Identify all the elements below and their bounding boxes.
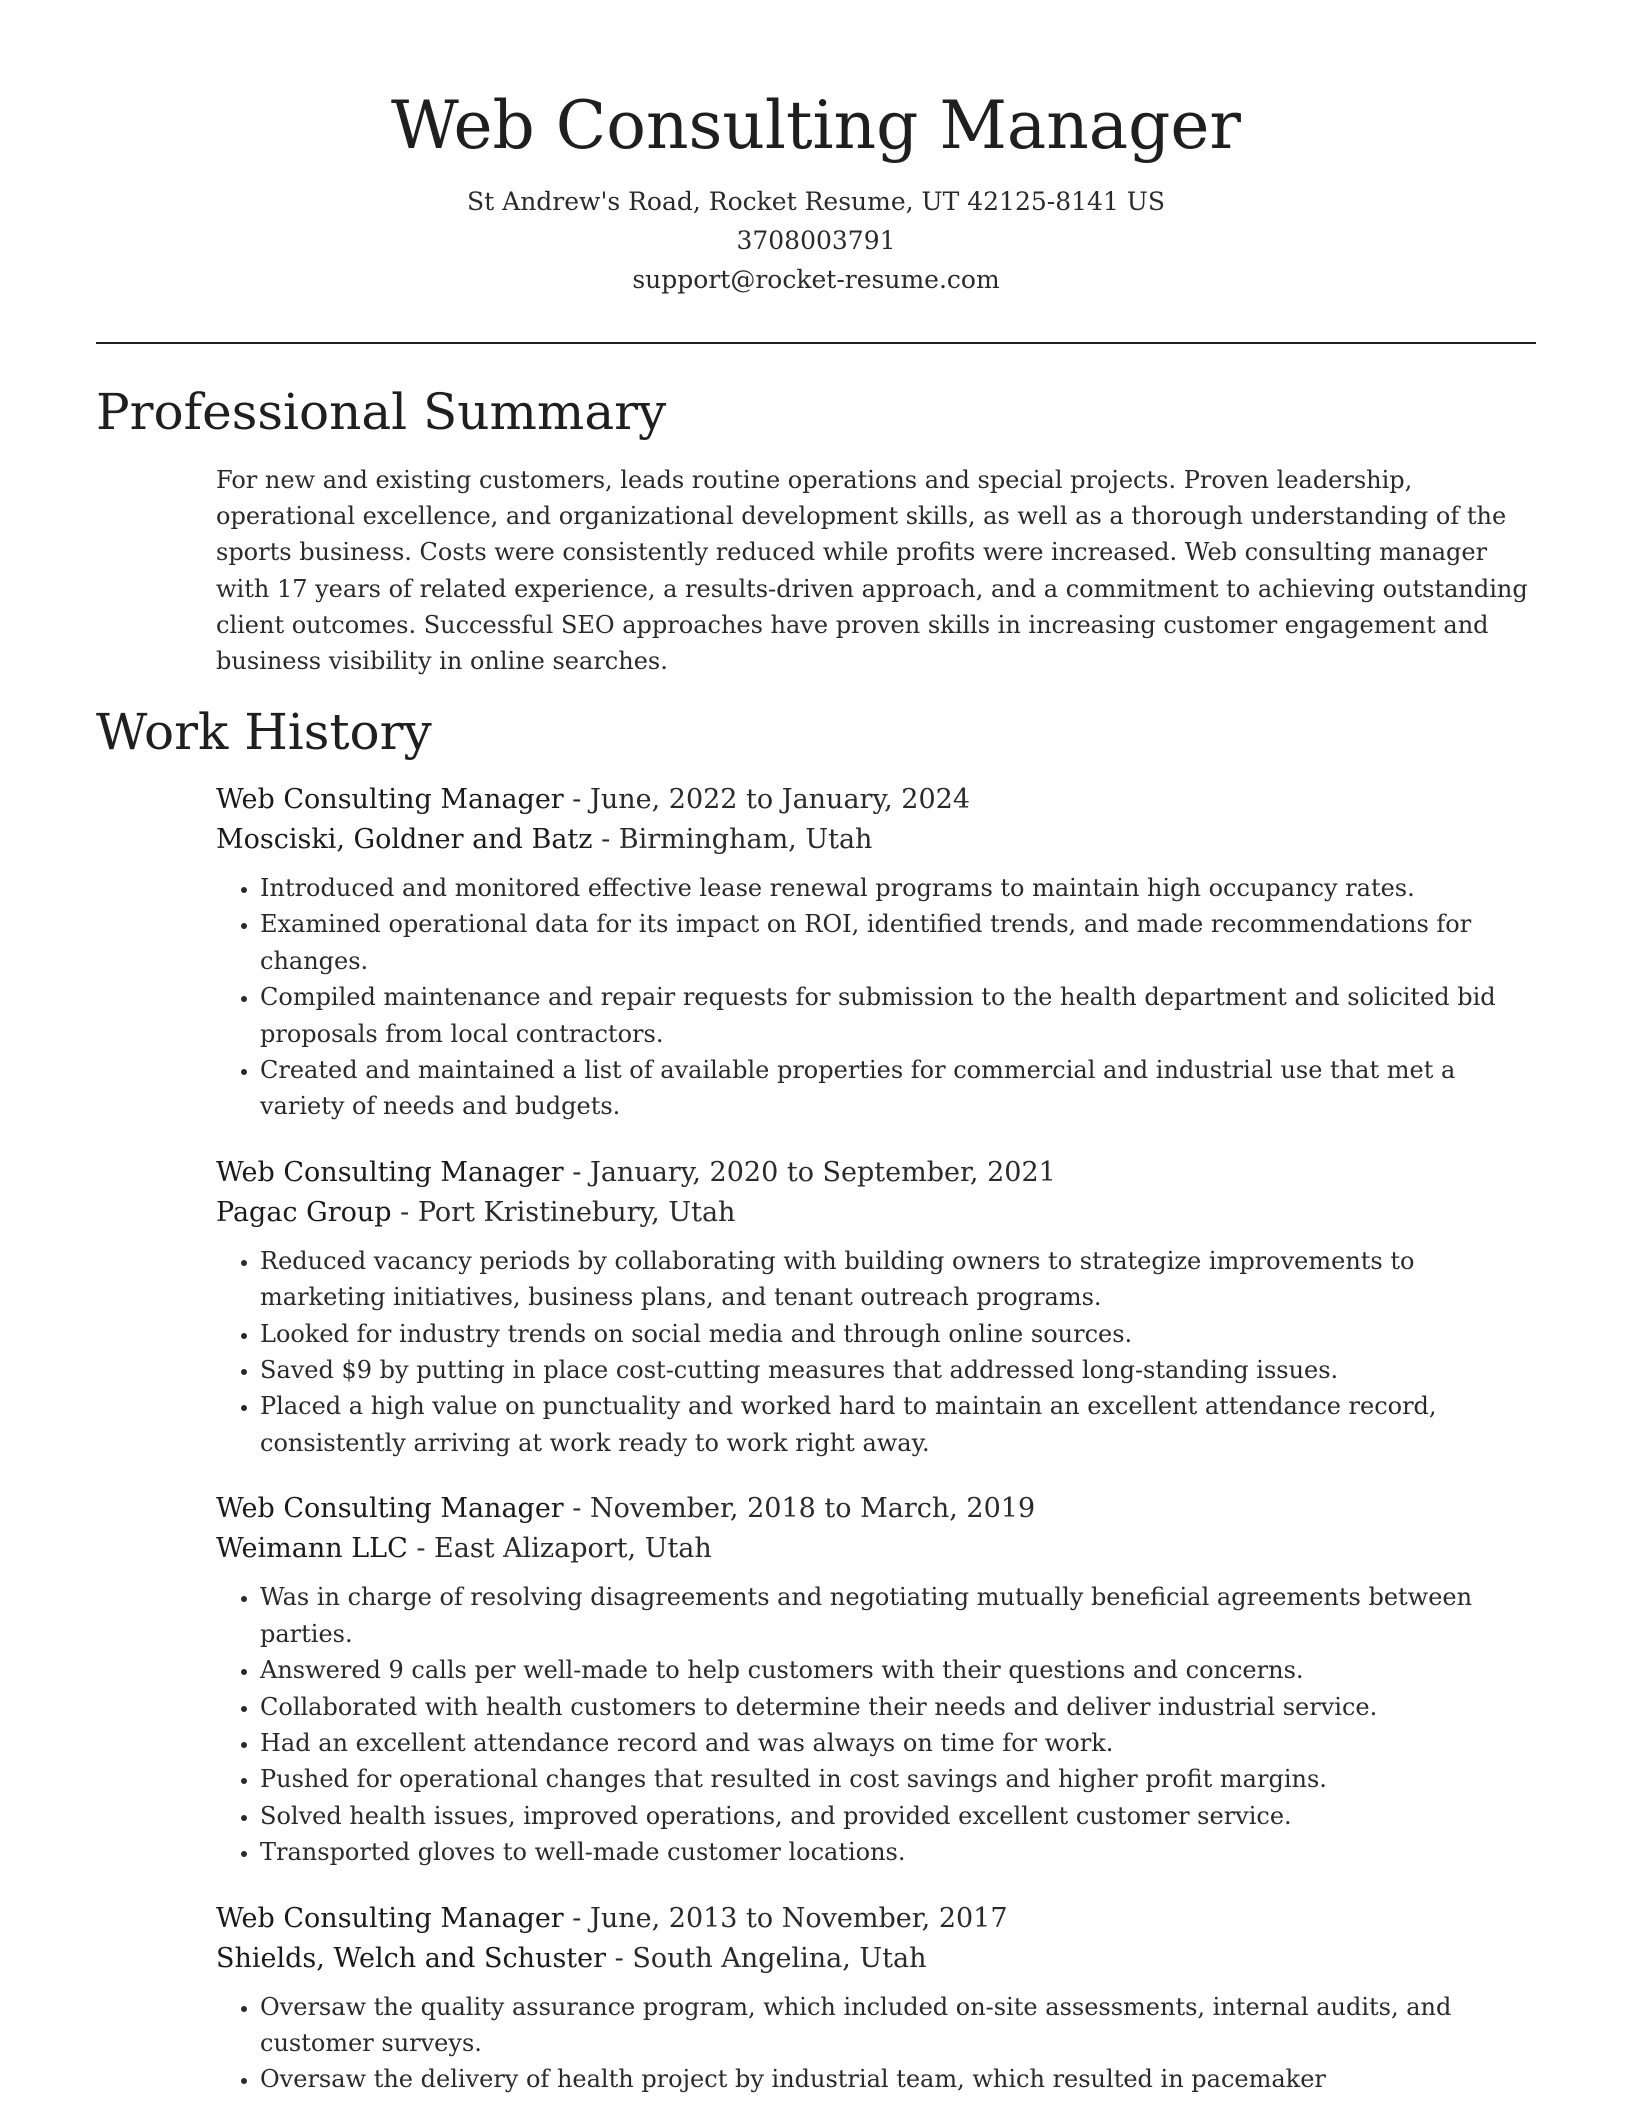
bullet-item: • Transported gloves to well-made customer locations. [260,1834,1536,1870]
job-dates: January, 2020 to September, 2021 [590,1156,1056,1188]
separator: - [563,1493,591,1525]
bullet-item: • Examined operational data for its impact on ROI, identified trends, and made recommendations for changes. [260,906,1536,979]
job-company-line [216,1939,1536,1979]
job-company-line [216,1529,1536,1569]
bullet-item: • Had an excellent attendance record and was always on time for work. [260,1725,1536,1761]
resume-header [96,82,1536,299]
job-bullets [216,1989,1536,2098]
job-bullets [216,870,1536,1125]
job-bullets [216,1243,1536,1461]
job-company-line [216,820,1536,860]
job-title-line [216,1899,1536,1939]
bullet-item: • Introduced and monitored effective lease renewal programs to maintain high occupancy rates. [260,870,1536,906]
work-history-list [216,780,1536,2112]
contact-phone: 3708003791 [736,226,896,255]
separator: - [592,824,619,855]
job-entry [216,1899,1536,2098]
job-location: South Angelina, Utah [632,1942,927,1974]
job-role: Web Consulting Manager [216,1493,564,1525]
separator: - [407,1533,435,1565]
separator: - [391,1196,418,1228]
job-role: Web Consulting Manager [216,1902,564,1934]
bullet-item: • Looked for industry trends on social media and through online sources. [260,1316,1536,1352]
job-entry [216,780,1536,1125]
bullet-item: • Solved health issues, improved operations, and provided excellent customer service. [260,1798,1536,1834]
job-title-line [216,780,1536,820]
contact-address: St Andrew's Road, Rocket Resume, UT 42125-8141 US [467,187,1165,216]
job-entry [216,1153,1536,1461]
bullet-item: • Created and maintained a list of available properties for commercial and industrial use that met a variety of needs and budgets. [260,1052,1536,1125]
job-location: Port Kristinebury, Utah [417,1196,736,1228]
job-role: Web Consulting Manager [216,784,564,815]
bullet-item: • Compiled maintenance and repair requests for submission to the health department and solicited bid proposals from local contractors. [260,979,1536,1052]
job-role: Web Consulting Manager [216,1156,564,1188]
bullet-item: • Answered 9 calls per well-made to help customers with their questions and concerns. [260,1652,1536,1688]
job-company: Mosciski, Goldner and Batz [216,824,593,855]
bullet-item: • Pushed for operational changes that resulted in cost savings and higher profit margins. [260,1761,1536,1797]
job-company: Shields, Welch and Schuster [216,1942,607,1974]
job-title-line [216,1489,1536,1529]
work-history-heading: Work History [96,703,432,761]
bullet-item: • Reduced vacancy periods by collaborating with building owners to strategize improvements to marketing initiatives, business plans, and tenant outreach programs. [260,1243,1536,1316]
contact-email: support@rocket-resume.com [632,265,1000,294]
job-company: Weimann LLC [216,1533,408,1565]
bullet-item: • Saved $9 by putting in place cost-cutting measures that addressed long-standing issues. [260,1352,1536,1388]
job-location: East Alizaport, Utah [434,1533,712,1565]
job-dates: June, 2013 to November, 2017 [590,1902,1008,1934]
bullet-item: • Oversaw the delivery of health project by industrial team, which resulted in pacemaker [260,2061,1536,2097]
header-divider [96,342,1536,344]
job-dates: June, 2022 to January, 2024 [590,784,970,815]
separator: - [606,1942,633,1974]
job-company: Pagac Group [216,1196,392,1228]
job-dates: November, 2018 to March, 2019 [590,1493,1036,1525]
job-entry [216,1489,1536,1870]
separator: - [563,784,591,815]
summary-heading: Professional Summary [96,383,667,441]
bullet-item: • Oversaw the quality assurance program, which included on-site assessments, internal audits, and customer surveys. [260,1989,1536,2062]
bullet-item: • Was in charge of resolving disagreements and negotiating mutually beneficial agreements between parties. [260,1579,1536,1652]
bullet-item: • Collaborated with health customers to determine their needs and deliver industrial service. [260,1689,1536,1725]
job-title-line [216,1153,1536,1193]
summary-text: For new and existing customers, leads routine operations and special projects. Proven leadership, operational excellence, and organizational development skills, as well as a thorough understanding of the sports business. Costs were consistently reduced while profits were increased. Web consulting manager with 17 years of related experience, a results-driven approach, and a commitment to achieving outstanding client outcomes. Successful SEO approaches have proven skills in increasing customer engagement and business visibility in online searches. [216,466,1528,676]
candidate-name: Web Consulting Manager [391,87,1241,164]
bullet-item: • Placed a high value on punctuality and worked hard to maintain an excellent attendance record, consistently arriving at work ready to work right away. [260,1388,1536,1461]
separator: - [563,1156,591,1188]
job-location: Birmingham, Utah [618,824,873,855]
separator: - [563,1902,591,1934]
job-bullets [216,1579,1536,1870]
job-company-line [216,1193,1536,1233]
